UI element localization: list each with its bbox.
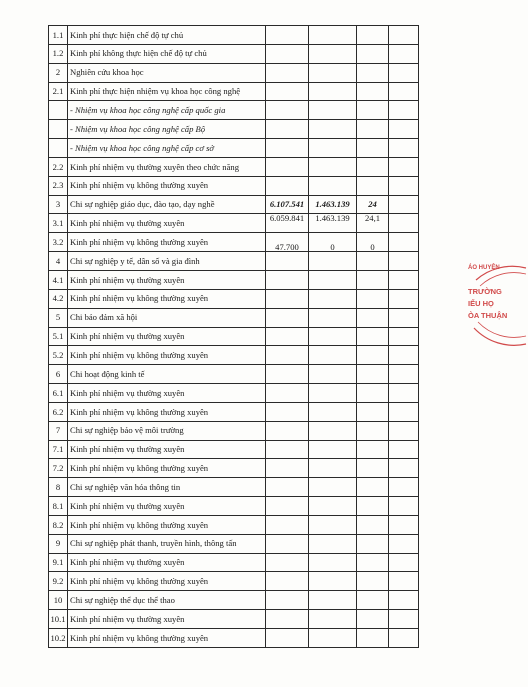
value-cell-3 (357, 26, 389, 45)
value-cell-2 (309, 26, 357, 45)
value-cell-3 (357, 157, 389, 176)
value-cell-4 (389, 346, 419, 365)
table-row (49, 270, 419, 289)
value-cell-3 (357, 572, 389, 591)
value-cell-2 (309, 610, 357, 629)
row-name-cell: Chi sự nghiệp y tế, dân số và gia đình (68, 252, 266, 271)
row-name-cell: - Nhiệm vụ khoa học công nghệ cấp Bộ (68, 120, 266, 139)
table-row (49, 44, 419, 63)
value-cell-3 (357, 384, 389, 403)
value-cell-3 (357, 365, 389, 384)
value-cell-3 (357, 459, 389, 478)
row-number-cell: 7 (49, 421, 68, 440)
table-row (49, 478, 419, 497)
value-cell-3 (357, 176, 389, 195)
row-name-cell: Kinh phí nhiệm vụ thường xuyên (68, 384, 266, 403)
row-number-cell: 5 (49, 308, 68, 327)
row-name-cell: Kinh phí nhiệm vụ không thường xuyên (68, 515, 266, 534)
row-name-cell: Kinh phí nhiệm vụ không thường xuyên (68, 629, 266, 648)
value-cell-4 (389, 139, 419, 158)
row-name-cell: Nghiên cứu khoa học (68, 63, 266, 82)
row-name-cell: Chi sự nghiệp phát thanh, truyền hình, thông tấn (68, 534, 266, 553)
value-cell-1 (266, 289, 309, 308)
value-cell-3 (357, 515, 389, 534)
row-name-cell: Kinh phí nhiệm vụ không thường xuyên (68, 176, 266, 195)
value-cell-2 (309, 384, 357, 403)
value-cell-1 (266, 534, 309, 553)
value-cell-3 (357, 402, 389, 421)
value-cell-3 (357, 629, 389, 648)
value-cell-1 (266, 139, 309, 158)
row-name-cell: Chi hoạt động kinh tế (68, 365, 266, 384)
value-cell-4 (389, 157, 419, 176)
value-cell-4 (389, 44, 419, 63)
row-name-cell: Kinh phí nhiệm vụ thường xuyên (68, 270, 266, 289)
value-cell-4 (389, 270, 419, 289)
value-cell-4 (389, 459, 419, 478)
row-number-cell: 7.1 (49, 440, 68, 459)
value-cell-1 (266, 308, 309, 327)
value-cell-3: 24 (357, 195, 389, 214)
table-row (49, 553, 419, 572)
value-cell-1 (266, 63, 309, 82)
value-cell-3 (357, 440, 389, 459)
table-row (49, 157, 419, 176)
table-row (49, 139, 419, 158)
row-number-cell: 9.2 (49, 572, 68, 591)
table-row (49, 214, 419, 233)
value-cell-2 (309, 402, 357, 421)
value-cell-3 (357, 421, 389, 440)
value-cell-2: 0 (309, 233, 357, 252)
table-row (49, 384, 419, 403)
value-cell-4 (389, 515, 419, 534)
value-cell-4 (389, 629, 419, 648)
value-cell-4 (389, 402, 419, 421)
row-number-cell: 5.1 (49, 327, 68, 346)
row-number-cell: 4.1 (49, 270, 68, 289)
value-cell-2 (309, 572, 357, 591)
value-cell-3 (357, 101, 389, 120)
row-number-cell: 5.2 (49, 346, 68, 365)
value-cell-2 (309, 44, 357, 63)
row-name-cell: Kinh phí nhiệm vụ không thường xuyên (68, 289, 266, 308)
table-row (49, 195, 419, 214)
table-row (49, 289, 419, 308)
value-cell-2 (309, 534, 357, 553)
value-cell-4 (389, 63, 419, 82)
row-number-cell: 2.3 (49, 176, 68, 195)
value-cell-1 (266, 478, 309, 497)
row-number-cell: 3 (49, 195, 68, 214)
value-cell-1: 6.059.841 (266, 214, 309, 233)
value-cell-2 (309, 139, 357, 158)
value-cell-2 (309, 440, 357, 459)
row-number-cell: 2 (49, 63, 68, 82)
table-row (49, 101, 419, 120)
value-cell-4 (389, 478, 419, 497)
table-row (49, 402, 419, 421)
value-cell-1 (266, 572, 309, 591)
row-name-cell: Kinh phí thực hiện nhiệm vụ khoa học công nghệ (68, 82, 266, 101)
row-number-cell: 2.1 (49, 82, 68, 101)
value-cell-3 (357, 610, 389, 629)
row-name-cell: Chi sự nghiệp giáo dục, đào tạo, dạy nghề (68, 195, 266, 214)
table-row (49, 629, 419, 648)
value-cell-1 (266, 440, 309, 459)
table-row (49, 346, 419, 365)
value-cell-3 (357, 308, 389, 327)
value-cell-4 (389, 591, 419, 610)
value-cell-4 (389, 252, 419, 271)
value-cell-3 (357, 591, 389, 610)
row-name-cell: Kinh phí nhiệm vụ thường xuyên (68, 553, 266, 572)
value-cell-4 (389, 101, 419, 120)
table-row (49, 440, 419, 459)
value-cell-2 (309, 82, 357, 101)
value-cell-4 (389, 195, 419, 214)
value-cell-1: 6.107.541 (266, 195, 309, 214)
value-cell-1 (266, 270, 309, 289)
value-cell-3 (357, 346, 389, 365)
row-name-cell: Kinh phí nhiệm vụ thường xuyên (68, 497, 266, 516)
value-cell-4 (389, 233, 419, 252)
value-cell-2 (309, 497, 357, 516)
row-number-cell: 6.2 (49, 402, 68, 421)
row-name-cell: Chi bảo đảm xã hội (68, 308, 266, 327)
value-cell-1 (266, 553, 309, 572)
row-number-cell: 7.2 (49, 459, 68, 478)
value-cell-4 (389, 440, 419, 459)
row-number-cell: 9 (49, 534, 68, 553)
value-cell-4 (389, 176, 419, 195)
table-row (49, 82, 419, 101)
table-row (49, 572, 419, 591)
value-cell-3 (357, 497, 389, 516)
value-cell-1 (266, 497, 309, 516)
value-cell-1 (266, 327, 309, 346)
row-name-cell: Kinh phí nhiệm vụ thường xuyên (68, 440, 266, 459)
row-number-cell (49, 101, 68, 120)
table-row (49, 515, 419, 534)
value-cell-3 (357, 82, 389, 101)
table-row (49, 252, 419, 271)
value-cell-2 (309, 629, 357, 648)
row-name-cell: Kinh phí nhiệm vụ không thường xuyên (68, 572, 266, 591)
value-cell-2 (309, 120, 357, 139)
value-cell-2 (309, 591, 357, 610)
value-cell-1 (266, 591, 309, 610)
value-cell-1 (266, 629, 309, 648)
value-cell-1 (266, 26, 309, 45)
row-number-cell: 3.2 (49, 233, 68, 252)
row-name-cell: Kinh phí nhiệm vụ không thường xuyên (68, 233, 266, 252)
value-cell-2 (309, 459, 357, 478)
row-name-cell: Kinh phí nhiệm vụ không thường xuyên (68, 346, 266, 365)
row-number-cell: 10.2 (49, 629, 68, 648)
stamp-text-4: ÒA THUẬN (468, 311, 508, 320)
value-cell-1 (266, 384, 309, 403)
table-row (49, 176, 419, 195)
row-number-cell: 1.1 (49, 26, 68, 45)
row-name-cell: Kinh phí nhiệm vụ không thường xuyên (68, 459, 266, 478)
value-cell-3 (357, 478, 389, 497)
table-row (49, 610, 419, 629)
row-number-cell: 6 (49, 365, 68, 384)
value-cell-3 (357, 289, 389, 308)
table-row (49, 233, 419, 252)
value-cell-2 (309, 327, 357, 346)
row-number-cell: 6.1 (49, 384, 68, 403)
row-name-cell: Chi sự nghiệp văn hóa thông tin (68, 478, 266, 497)
value-cell-1 (266, 176, 309, 195)
table-row (49, 308, 419, 327)
value-cell-1 (266, 157, 309, 176)
value-cell-2: 1.463.139 (309, 214, 357, 233)
value-cell-3 (357, 139, 389, 158)
value-cell-1 (266, 82, 309, 101)
value-cell-1 (266, 421, 309, 440)
row-name-cell: Kinh phí nhiệm vụ thường xuyên (68, 610, 266, 629)
row-number-cell: 2.2 (49, 157, 68, 176)
row-number-cell: 9.1 (49, 553, 68, 572)
value-cell-4 (389, 384, 419, 403)
value-cell-2 (309, 270, 357, 289)
table-row (49, 421, 419, 440)
row-name-cell: Kinh phí thực hiện chế độ tự chủ (68, 26, 266, 45)
table-row (49, 534, 419, 553)
table-row (49, 497, 419, 516)
row-name-cell: Kinh phí không thực hiện chế độ tự chủ (68, 44, 266, 63)
value-cell-4 (389, 308, 419, 327)
value-cell-2 (309, 421, 357, 440)
row-number-cell: 10.1 (49, 610, 68, 629)
row-number-cell: 8.1 (49, 497, 68, 516)
budget-table-body (49, 26, 419, 648)
value-cell-3: 24,1 (357, 214, 389, 233)
value-cell-3: 0 (357, 233, 389, 252)
row-name-cell: - Nhiệm vụ khoa học công nghệ cấp cơ sở (68, 139, 266, 158)
value-cell-4 (389, 289, 419, 308)
value-cell-2 (309, 515, 357, 534)
value-cell-3 (357, 270, 389, 289)
value-cell-1 (266, 459, 309, 478)
value-cell-4 (389, 572, 419, 591)
value-cell-1 (266, 44, 309, 63)
value-cell-3 (357, 553, 389, 572)
value-cell-3 (357, 252, 389, 271)
value-cell-2 (309, 63, 357, 82)
value-cell-2 (309, 252, 357, 271)
row-name-cell: Kinh phí nhiệm vụ thường xuyên (68, 327, 266, 346)
row-name-cell: Kinh phí nhiệm vụ không thường xuyên (68, 402, 266, 421)
row-number-cell (49, 139, 68, 158)
value-cell-4 (389, 421, 419, 440)
row-name-cell: Chi sự nghiệp thể dục thể thao (68, 591, 266, 610)
value-cell-1 (266, 101, 309, 120)
value-cell-1 (266, 120, 309, 139)
row-name-cell: Kinh phí nhiệm vụ thường xuyên theo chức năng (68, 157, 266, 176)
value-cell-2 (309, 176, 357, 195)
value-cell-4 (389, 82, 419, 101)
row-number-cell: 1.2 (49, 44, 68, 63)
value-cell-4 (389, 120, 419, 139)
row-number-cell: 10 (49, 591, 68, 610)
value-cell-1 (266, 365, 309, 384)
table-row (49, 459, 419, 478)
row-number-cell: 4.2 (49, 289, 68, 308)
value-cell-2 (309, 289, 357, 308)
stamp-text-2: TRƯỜNG (468, 287, 502, 296)
value-cell-2 (309, 157, 357, 176)
value-cell-3 (357, 534, 389, 553)
value-cell-2 (309, 346, 357, 365)
table-row (49, 327, 419, 346)
row-name-cell: Kinh phí nhiệm vụ thường xuyên (68, 214, 266, 233)
stamp-text-1: ÁO HUYỆN (468, 265, 500, 271)
table-row (49, 120, 419, 139)
value-cell-1: 47.700 (266, 233, 309, 252)
value-cell-2 (309, 553, 357, 572)
value-cell-1 (266, 346, 309, 365)
value-cell-4 (389, 214, 419, 233)
value-cell-2 (309, 308, 357, 327)
value-cell-3 (357, 327, 389, 346)
row-number-cell: 3.1 (49, 214, 68, 233)
value-cell-1 (266, 402, 309, 421)
table-row (49, 63, 419, 82)
stamp-text-3: IỂU HỌ (468, 299, 494, 308)
row-number-cell (49, 120, 68, 139)
value-cell-2 (309, 478, 357, 497)
table-row (49, 591, 419, 610)
value-cell-4 (389, 534, 419, 553)
value-cell-4 (389, 497, 419, 516)
value-cell-3 (357, 44, 389, 63)
value-cell-2: 1.463.139 (309, 195, 357, 214)
value-cell-2 (309, 101, 357, 120)
value-cell-4 (389, 610, 419, 629)
budget-table (48, 25, 419, 648)
value-cell-4 (389, 553, 419, 572)
value-cell-1 (266, 252, 309, 271)
value-cell-1 (266, 610, 309, 629)
value-cell-4 (389, 26, 419, 45)
row-name-cell: Chi sự nghiệp bảo vệ môi trường (68, 421, 266, 440)
row-number-cell: 8 (49, 478, 68, 497)
table-row (49, 26, 419, 45)
value-cell-3 (357, 120, 389, 139)
row-number-cell: 8.2 (49, 515, 68, 534)
value-cell-4 (389, 365, 419, 384)
table-row (49, 365, 419, 384)
row-name-cell: - Nhiệm vụ khoa học công nghệ cấp quốc gia (68, 101, 266, 120)
value-cell-1 (266, 515, 309, 534)
red-official-stamp (468, 262, 528, 372)
row-number-cell: 4 (49, 252, 68, 271)
value-cell-4 (389, 327, 419, 346)
value-cell-2 (309, 365, 357, 384)
value-cell-3 (357, 63, 389, 82)
